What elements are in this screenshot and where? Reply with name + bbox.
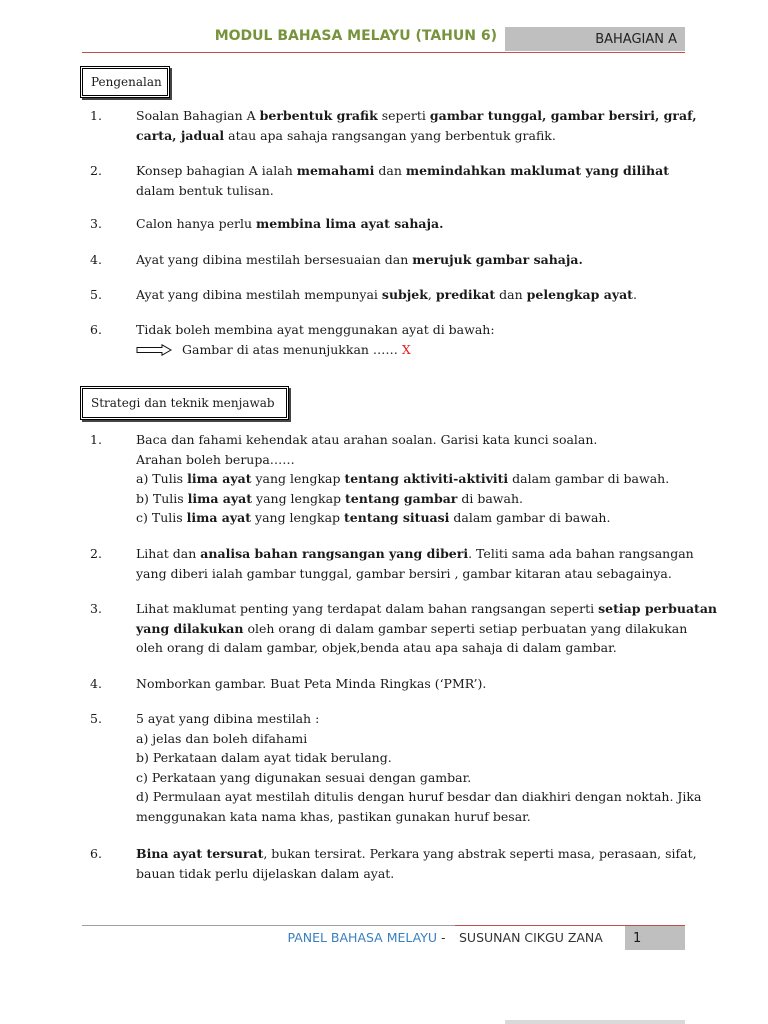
bold-phrase: lima ayat	[186, 510, 252, 525]
item-text	[136, 674, 676, 694]
bold-phrase: lima ayat	[187, 490, 253, 506]
item-number: 5.	[90, 711, 102, 726]
text-run: Tidak boleh membina ayat menggunakan ayat di bawah:	[136, 322, 495, 337]
text-line	[136, 748, 676, 768]
text-line	[136, 340, 676, 360]
item-number: 2.	[90, 163, 102, 178]
item-number: 5.	[90, 287, 102, 302]
text-line	[136, 619, 688, 639]
text-run: Ayat yang dibina mestilah bersesuaian dan	[136, 252, 413, 267]
text-run: yang lengkap	[251, 510, 345, 525]
text-run: ,	[427, 287, 436, 302]
text-run: a) jelas dan boleh difahami	[136, 730, 308, 746]
text-run: Nomborkan gambar. Buat Peta Minda Ringkas (‘PMR’).	[136, 676, 487, 691]
text-run: Arahan boleh berupa……	[136, 451, 295, 467]
right-arrow-icon	[136, 344, 172, 356]
text-run: dan	[495, 287, 527, 302]
bold-phrase: lima ayat	[187, 471, 252, 486]
text-line	[136, 285, 676, 305]
text-line	[136, 768, 676, 788]
text-run: yang lengkap	[251, 471, 345, 486]
text-line	[136, 450, 676, 470]
text-line	[136, 844, 697, 864]
text-run: Baca dan fahami kehendak atau arahan soalan. Garisi kata kunci soalan.	[136, 432, 598, 447]
item-number: 3.	[90, 601, 102, 616]
text-run: di bawah.	[457, 490, 523, 506]
footer-separator: -	[441, 930, 446, 945]
text-run: dalam gambar di bawah.	[508, 471, 670, 486]
text-run: Soalan Bahagian A	[136, 108, 260, 123]
text-run: dalam gambar di bawah.	[449, 510, 611, 525]
text-run: .	[632, 287, 637, 302]
text-run: yang diberi ialah gambar tunggal, gambar bersiri , gambar kitaran atau sebagainya.	[136, 565, 672, 581]
item-number: 1.	[90, 108, 102, 123]
cross-mark: X	[401, 341, 411, 357]
bold-phrase: membina lima ayat sahaja.	[256, 216, 444, 231]
text-run: c) Perkataan yang digunakan sesuai dengan gambar.	[136, 769, 472, 785]
text-line	[136, 489, 676, 509]
text-line	[136, 709, 676, 729]
text-line	[136, 214, 676, 234]
text-line	[136, 864, 676, 884]
footer-author: SUSUNAN CIKGU ZANA	[459, 930, 603, 945]
item-text	[136, 320, 676, 359]
item-text	[136, 214, 676, 234]
text-run: oleh orang di dalam gambar, objek,benda atau apa sahaja di dalam gambar.	[136, 640, 617, 655]
item-number: 4.	[90, 252, 102, 267]
text-line	[136, 564, 676, 584]
item-number: 3.	[90, 216, 102, 231]
text-line	[136, 638, 676, 658]
bold-phrase: merujuk gambar sahaja.	[412, 252, 583, 267]
bold-phrase: memindahkan maklumat yang dilihat	[405, 163, 669, 178]
text-line	[136, 787, 702, 807]
intro-heading: Pengenalan	[91, 75, 162, 89]
bold-phrase: analisa bahan rangsangan yang diberi	[200, 546, 469, 561]
bold-phrase: tentang gambar	[345, 490, 458, 506]
section-label: BAHAGIAN A	[505, 27, 685, 51]
header-divider	[82, 52, 685, 53]
item-number: 6.	[90, 846, 102, 861]
text-run: , bukan tersirat. Perkara yang abstrak seperti masa, perasaan, sifat,	[263, 846, 697, 861]
text-run: a) Tulis	[136, 471, 188, 486]
item-number: 1.	[90, 432, 102, 447]
bold-phrase: predikat	[435, 287, 496, 302]
text-run: Lihat dan	[136, 546, 201, 561]
text-run: Gambar di atas menunjukkan ……	[182, 341, 402, 357]
bold-phrase: tentang aktiviti-aktiviti	[344, 471, 509, 486]
intro-heading-box	[80, 66, 170, 98]
bold-phrase: carta, jadual	[136, 127, 225, 143]
text-run: Ayat yang dibina mestilah mempunyai	[136, 287, 382, 302]
bottom-strip	[505, 1020, 685, 1024]
item-text	[136, 430, 676, 528]
item-text	[136, 599, 718, 658]
page-number: 1	[625, 926, 685, 950]
text-run: b) Tulis	[136, 490, 188, 506]
item-text	[136, 161, 676, 200]
text-line	[136, 181, 676, 201]
bold-phrase: subjek	[381, 287, 428, 302]
text-run: c) Tulis	[136, 510, 187, 525]
text-run: d) Permulaan ayat mestilah ditulis dengan huruf besdar dan diakhiri dengan noktah. Jika	[136, 789, 702, 804]
bold-phrase: tentang situasi	[344, 510, 450, 525]
text-run: seperti	[377, 108, 430, 123]
text-line	[136, 729, 676, 749]
strategy-heading-box	[80, 386, 289, 420]
item-text	[136, 844, 697, 883]
bold-phrase: pelengkap ayat	[526, 287, 633, 302]
text-line	[136, 674, 676, 694]
bold-phrase: memahami	[296, 163, 375, 178]
text-run: Konsep bahagian A ialah	[136, 163, 297, 178]
text-run: menggunakan kata nama khas, pastikan gunakan huruf besar.	[136, 808, 531, 824]
text-run: Lihat maklumat penting yang terdapat dalam bahan rangsangan seperti	[136, 601, 599, 616]
footer-panel-label: PANEL BAHASA MELAYU	[287, 930, 437, 945]
strategy-heading: Strategi dan teknik menjawab	[91, 396, 275, 410]
module-title: MODUL BAHASA MELAYU (TAHUN 6)	[214, 28, 497, 44]
bold-phrase: Bina ayat tersurat	[136, 846, 264, 861]
text-line	[136, 126, 676, 146]
text-line	[136, 508, 676, 528]
text-run: dan	[374, 163, 406, 178]
text-run: atau apa sahaja rangsangan yang berbentuk grafik.	[224, 127, 556, 143]
text-run: b) Perkataan dalam ayat tidak berulang.	[136, 750, 392, 765]
text-line	[136, 807, 676, 827]
text-line	[136, 250, 676, 270]
item-text	[136, 544, 694, 583]
text-run: . Teliti sama ada bahan rangsangan	[468, 546, 694, 561]
bold-phrase: yang dilakukan	[136, 620, 244, 636]
bold-phrase: gambar tunggal, gambar bersiri, graf,	[429, 108, 697, 123]
item-text	[136, 250, 676, 270]
text-line	[136, 599, 718, 619]
text-line	[136, 430, 676, 450]
text-line	[136, 469, 676, 489]
bold-phrase: berbentuk grafik	[259, 108, 378, 123]
item-number: 4.	[90, 676, 102, 691]
text-run: Calon hanya perlu	[136, 216, 257, 231]
text-line	[136, 106, 697, 126]
item-text	[136, 106, 697, 145]
item-text	[136, 285, 676, 305]
text-run: yang lengkap	[252, 490, 346, 506]
text-run: 5 ayat yang dibina mestilah :	[136, 711, 320, 726]
text-run: dalam bentuk tulisan.	[136, 182, 274, 198]
text-line	[136, 320, 676, 340]
item-number: 2.	[90, 546, 102, 561]
text-run: bauan tidak perlu dijelaskan dalam ayat.	[136, 865, 395, 881]
item-text	[136, 709, 702, 826]
text-line	[136, 544, 694, 564]
text-run: oleh orang di dalam gambar seperti setiap perbuatan yang dilakukan	[243, 620, 688, 636]
item-number: 6.	[90, 322, 102, 337]
text-line	[136, 161, 676, 181]
bold-phrase: setiap perbuatan	[598, 601, 718, 616]
